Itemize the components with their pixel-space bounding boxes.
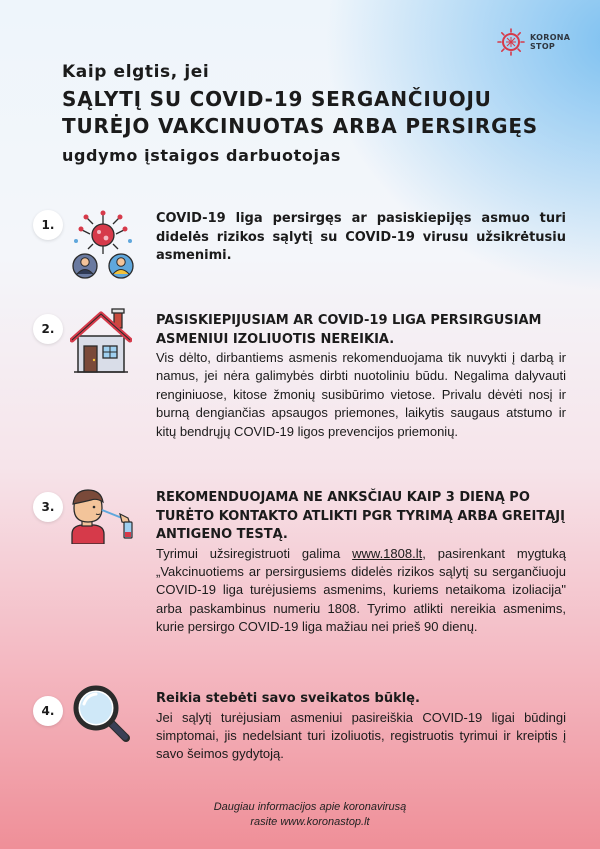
item-2-text [156, 312, 566, 441]
item-1-text [156, 210, 566, 266]
footer-line-1: Daugiau informacijos apie koronavirusą [213, 801, 407, 813]
virus-people-icon [68, 208, 138, 280]
koronastop-logo-icon [497, 28, 525, 56]
item-3-body-end: , pasirenkant mygtuką „Vakcinuotiems ar persirgusiems didelės rizikos sąlytį su sergančiuoju COVID-19 liga turėjusiems asmenims, kuriems netaikoma izoliacija" arba paskambinus numeriu 1808. Tyrimo atlikti nereikia asmenims, kurie persirgo COVID-19 liga mažiau nei prieš 90 dienų. [156, 545, 566, 635]
item-3-body [156, 545, 566, 637]
header-title-line-1: SĄLYTĮ SU COVID-19 SERGANČIUOJU [62, 87, 492, 111]
item-3-body-start: Tyrimui užsiregistruoti galima [156, 545, 353, 561]
item-1-number: 1. [33, 210, 63, 240]
header-subtitle: ugdymo įstaigos darbuotojas [62, 146, 342, 165]
logo-line-2: STOP [530, 42, 556, 51]
koronastop-logo [497, 28, 570, 56]
magnifier-icon [72, 684, 132, 744]
item-4-body: Jei sąlytį turėjusiam asmeniui pasireiškia COVID-19 ligai būdingi simptomai, jis nedelsiant turi izoliuotis, registruotis tyrimui ir kreiptis į savo šeimos gydytoją. [156, 709, 566, 762]
logo-line-1: KORONA [530, 33, 571, 42]
item-2-heading: PASISKIEPIJUSIAM AR COVID-19 LIGA PERSIRGUSIAM ASMENIUI IZOLIUOTIS NEREIKIA. [156, 313, 542, 347]
header-title-line-2: TURĖJO VAKCINUOTAS ARBA PERSIRGĘS [62, 114, 538, 138]
footer-line-2: rasite www.koronastop.lt [250, 816, 370, 828]
swab-test-icon [66, 488, 136, 544]
registration-link[interactable]: www.1808.lt [352, 545, 423, 561]
item-2-number: 2. [33, 314, 63, 344]
footer-note [140, 800, 480, 830]
item-4-heading: Reikia stebėti savo sveikatos būklę. [156, 691, 420, 706]
page-header [62, 62, 562, 165]
header-pre: Kaip elgtis, jei [62, 62, 210, 82]
item-3-heading: REKOMENDUOJAMA NE ANKSČIAU KAIP 3 DIENĄ PO TURĖTO KONTAKTO ATLIKTI PGR TYRIMĄ ARBA GREITĄJĮ ANTIGENO TESTĄ. [156, 490, 565, 542]
item-3-number: 3. [33, 492, 63, 522]
item-1-heading: COVID-19 liga persirgęs ar pasiskiepijęs asmuo turi didelės rizikos sąlytį su COVID-19 virusu užsikrėtusiu asmenimi. [156, 211, 566, 263]
item-4-number: 4. [33, 696, 63, 726]
item-3-text [156, 489, 566, 637]
item-4-text [156, 690, 566, 764]
logo-text [530, 33, 570, 51]
item-2-body: Vis dėlto, dirbantiems asmenis rekomenduojama tik nuvykti į darbą ir namus, jei nėra galimybės dirbti nuotoliniu būdu. Negalima dalyvauti renginiuose, kitose žmonių susibūrimo vietose. Privalu dėvėti nosį ir burną dengiančias apsaugos priemones, laikytis saugaus atstumo ir kitų bendrųjų COVID-19 ligos prevencijos priemonių. [156, 350, 566, 439]
house-icon [70, 306, 132, 376]
